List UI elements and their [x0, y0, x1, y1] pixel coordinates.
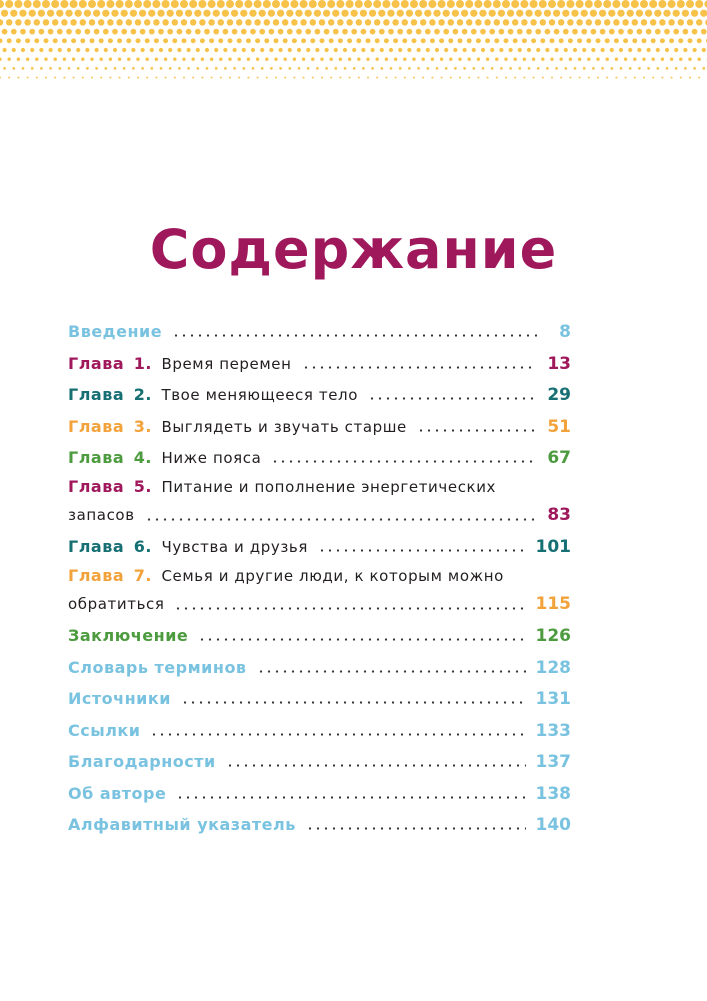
toc-entry: [68, 683, 571, 715]
toc-space: [124, 349, 134, 381]
toc-entry: [68, 316, 571, 348]
toc-entry-label: Источники: [68, 689, 171, 708]
toc-page-number: 8: [559, 322, 571, 342]
toc-space: [152, 349, 162, 381]
toc-page-number: 51: [547, 416, 571, 437]
toc-entry-label: Алфавитный указатель: [68, 815, 296, 834]
toc-dot-leader: [145, 518, 538, 521]
toc-entry-continuation: [68, 500, 571, 532]
toc-space: [124, 532, 134, 564]
toc-chapter-title-continued: обратиться: [68, 594, 165, 613]
toc-entry: [68, 652, 571, 684]
toc-page-number: 115: [535, 593, 571, 614]
toc-chapter-number: 6.: [133, 537, 152, 556]
toc-entry-label: Введение: [68, 322, 163, 341]
toc-page-number: 67: [547, 448, 571, 468]
toc-entry: [68, 379, 571, 411]
toc-dot-leader: [150, 733, 525, 736]
toc-chapter-title: Время перемен: [161, 354, 292, 373]
toc-space: [124, 443, 134, 475]
toc-chapter-title: Выглядеть и звучать старше: [161, 417, 407, 436]
toc-dot-leader: [226, 764, 526, 767]
toc-chapter-prefix: Глава: [68, 448, 125, 467]
toc-page-number: 138: [535, 783, 571, 804]
toc-chapter-prefix: Глава: [68, 385, 125, 404]
toc-space: [124, 474, 134, 500]
toc-entry: [68, 715, 571, 747]
toc-entry: [68, 778, 571, 810]
toc-page-number: 140: [535, 815, 571, 835]
toc-dot-leader: [318, 549, 526, 552]
toc-space: [152, 532, 162, 564]
toc-entry: [68, 563, 571, 589]
dotted-header-pattern: [0, 0, 707, 90]
toc-dot-leader: [181, 701, 526, 704]
toc-chapter-number: 1.: [133, 353, 152, 373]
toc-page-number: 133: [535, 720, 571, 741]
toc-entry: [68, 411, 571, 443]
toc-entry-label: Словарь терминов: [68, 657, 247, 677]
toc-space: [152, 412, 162, 444]
toc-chapter-prefix: Глава: [68, 353, 125, 373]
toc-chapter-prefix: Глава: [68, 565, 125, 585]
toc-entry-label: Ссылки: [68, 720, 141, 740]
toc-entry: [68, 809, 571, 841]
toc-space: [152, 563, 162, 589]
toc-chapter-title: Ниже пояса: [161, 449, 262, 467]
toc-entry-label: Заключение: [68, 626, 189, 645]
toc-chapter-title-continued: запасов: [68, 505, 135, 524]
toc-chapter-title: Семья и другие люди, к которым можно: [161, 566, 504, 585]
toc-space: [152, 474, 162, 500]
toc-entry-label: Об авторе: [68, 783, 167, 803]
toc-chapter-prefix: Глава: [68, 476, 125, 496]
toc-entry: [68, 531, 571, 563]
toc-space: [124, 563, 134, 589]
toc-chapter-prefix: Глава: [68, 537, 125, 556]
toc-page-number: 101: [535, 537, 571, 557]
toc-entry: [68, 746, 571, 778]
toc-dot-leader: [271, 460, 537, 463]
table-of-contents: [68, 316, 571, 841]
toc-dot-leader: [198, 638, 525, 641]
toc-entry-label: Благодарности: [68, 752, 216, 771]
toc-entry: [68, 474, 571, 500]
toc-chapter-title: Чувства и друзья: [161, 538, 308, 556]
toc-entry-continuation: [68, 589, 571, 621]
toc-dot-leader: [174, 607, 525, 610]
toc-page-number: 13: [547, 353, 571, 374]
toc-chapter-number: 3.: [133, 416, 152, 436]
toc-chapter-number: 4.: [133, 448, 152, 467]
toc-entry: [68, 620, 571, 652]
toc-dot-leader: [172, 334, 541, 337]
toc-chapter-number: 5.: [133, 476, 152, 496]
toc-chapter-number: 7.: [133, 565, 152, 585]
toc-dot-leader: [302, 366, 538, 369]
toc-chapter-prefix: Глава: [68, 416, 125, 436]
toc-entry: [68, 442, 571, 474]
toc-page-number: 29: [547, 385, 571, 405]
toc-page-number: 126: [535, 626, 571, 646]
toc-space: [124, 380, 134, 412]
toc-page-number: 131: [535, 689, 571, 709]
toc-chapter-number: 2.: [133, 385, 152, 404]
toc-entry: [68, 348, 571, 380]
toc-dot-leader: [306, 827, 526, 830]
toc-dot-leader: [417, 429, 537, 432]
toc-chapter-title: Твое меняющееся тело: [161, 386, 358, 404]
toc-page-number: 128: [535, 657, 571, 678]
page-title: Содержание: [149, 218, 558, 281]
toc-dot-leader: [368, 397, 537, 400]
toc-space: [124, 412, 134, 444]
toc-space: [152, 443, 162, 475]
toc-page-number: 137: [535, 752, 571, 772]
toc-page-number: 83: [547, 504, 571, 525]
toc-dot-leader: [257, 670, 526, 673]
toc-chapter-title: Питание и пополнение энергетических: [161, 477, 497, 496]
toc-dot-leader: [176, 796, 525, 799]
